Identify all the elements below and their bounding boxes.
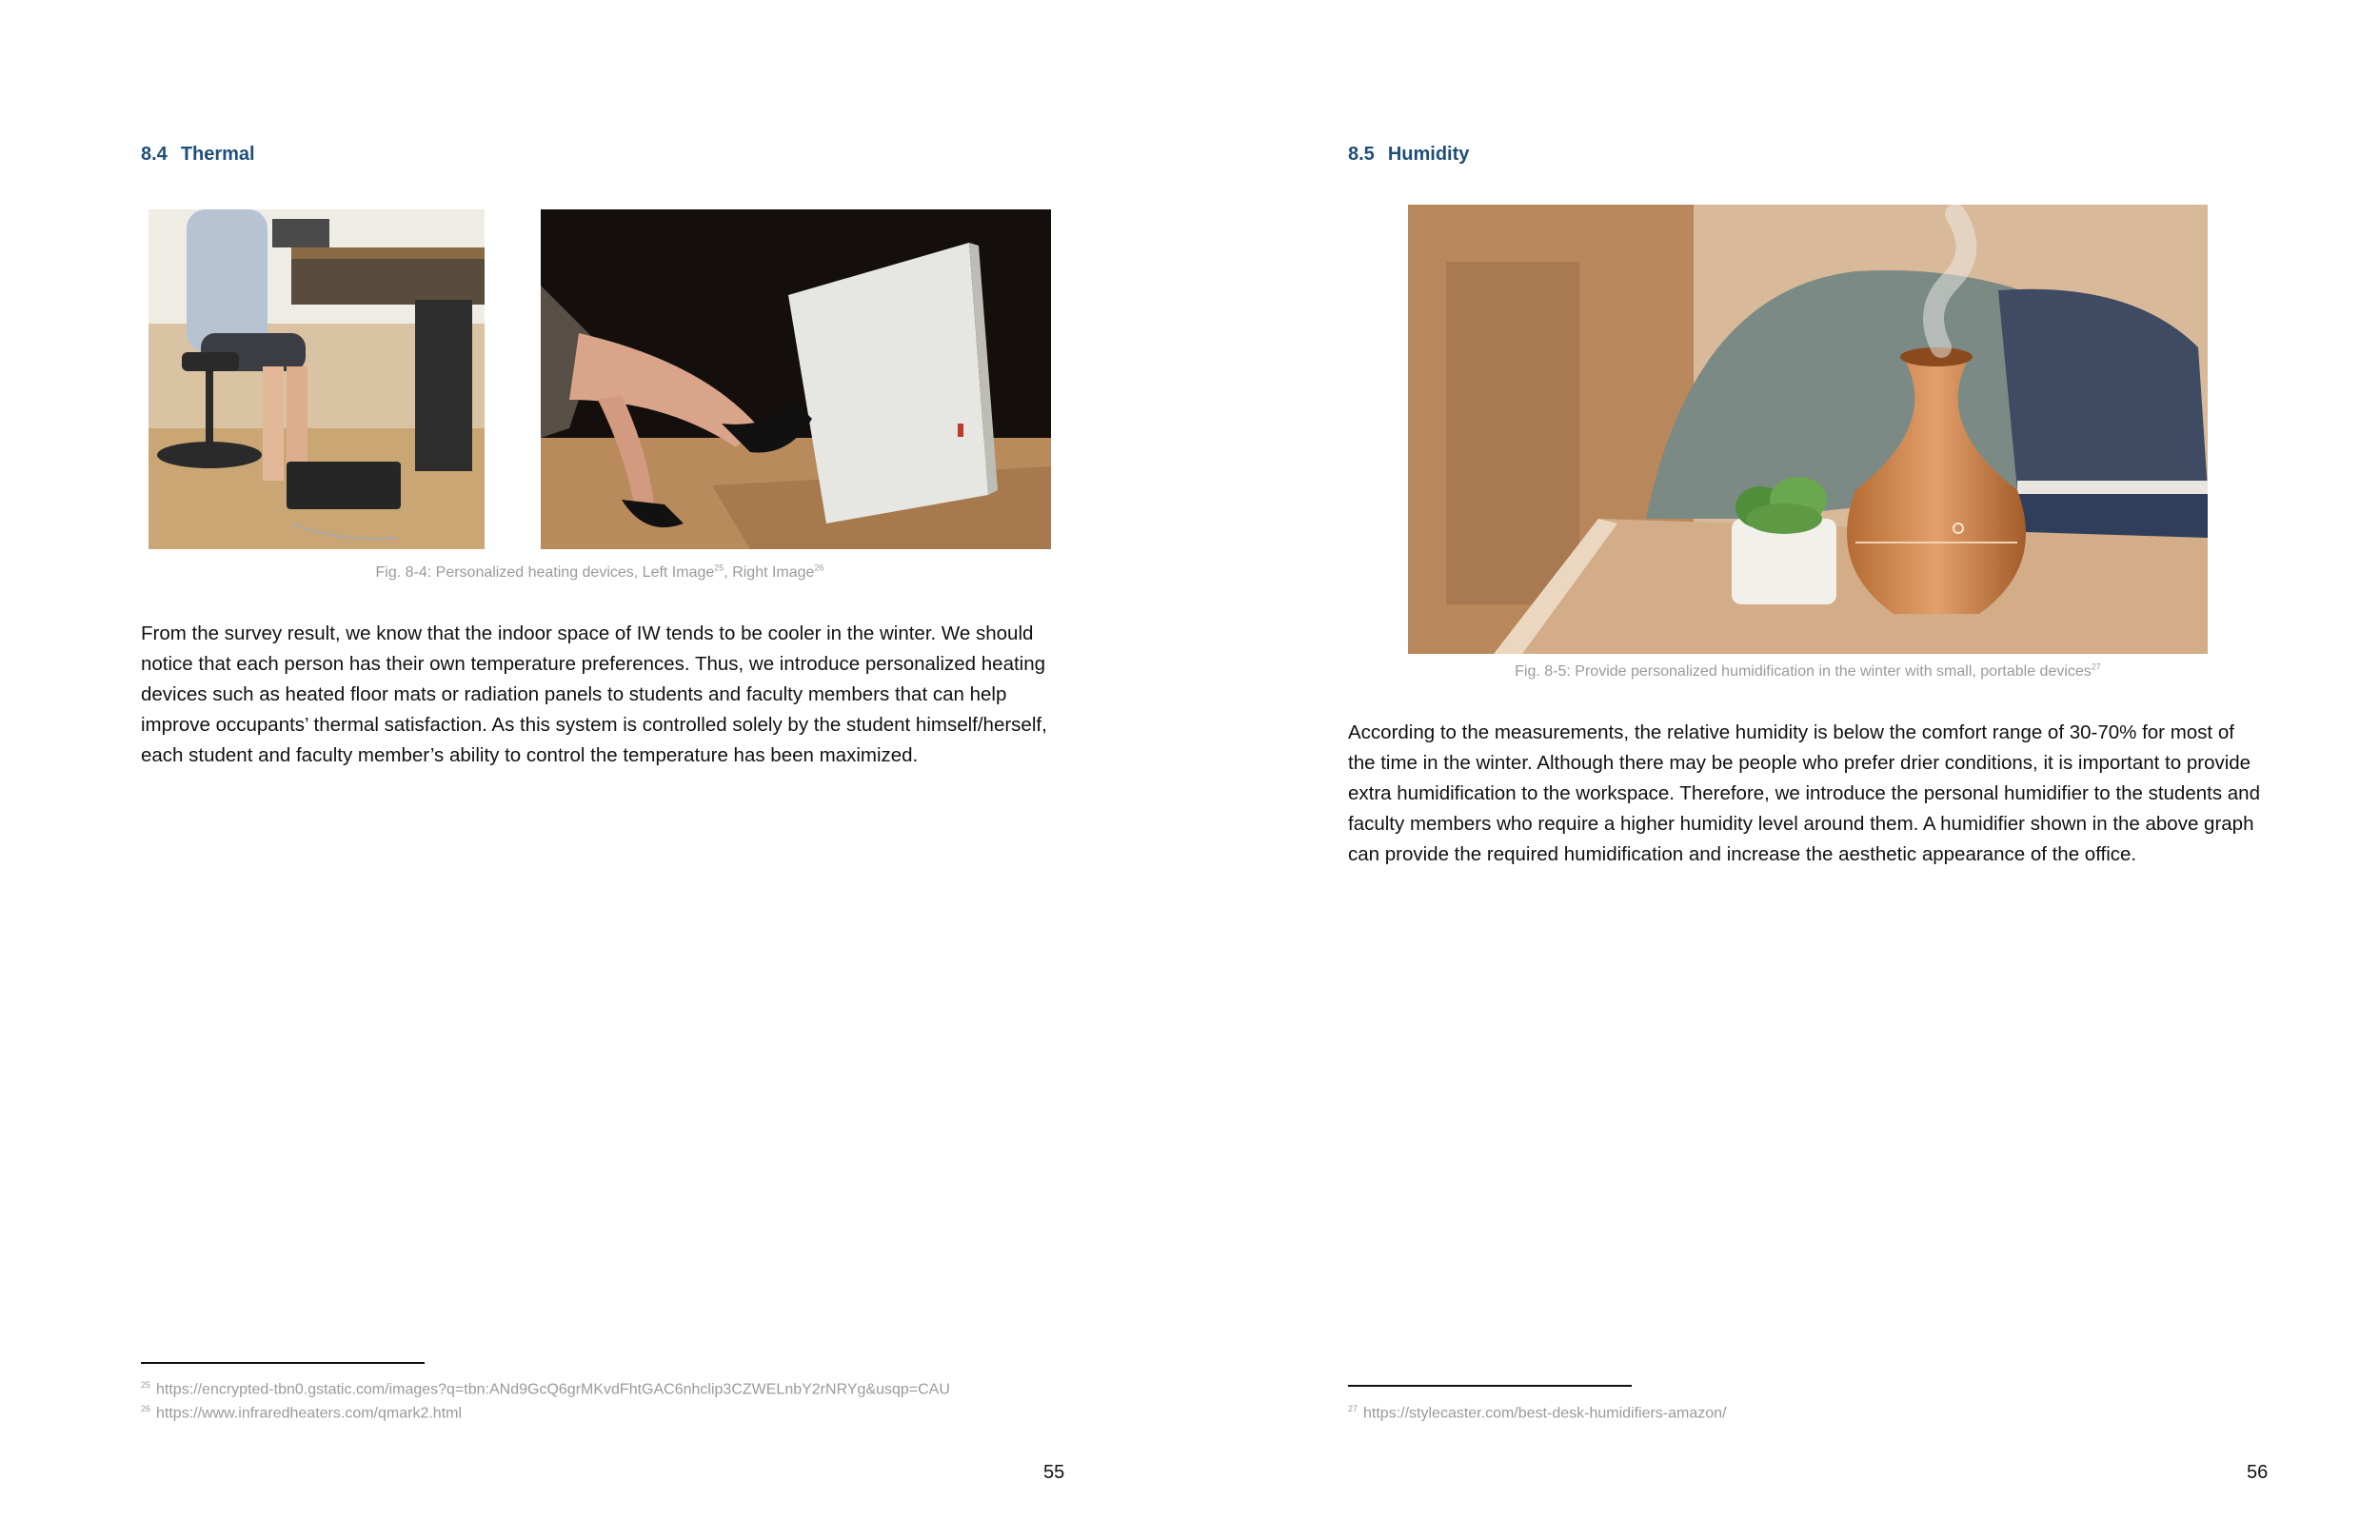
figure-caption	[141, 564, 1059, 582]
page-number: 56	[2247, 1462, 2269, 1483]
footnote-rule	[141, 1362, 425, 1364]
section-number: 8.4	[141, 144, 168, 165]
section-heading-thermal	[141, 144, 255, 166]
section-title: Humidity	[1387, 144, 1470, 165]
right-page	[1190, 0, 2380, 1540]
page-number: 55	[1043, 1462, 1065, 1483]
footnote-mark: 25	[141, 1380, 151, 1390]
footnote-link[interactable]: https://encrypted-tbn0.gstatic.com/images?q=tbn:ANd9GcQ6grMKvdFhtGAC6nhclip3CZWELnbY2rNRYg&usqp=CAU	[156, 1381, 950, 1398]
caption-ref: 26	[814, 563, 824, 573]
caption-text: , Right Image	[724, 564, 815, 581]
section-number: 8.5	[1348, 144, 1375, 165]
caption-text: Fig. 8-4: Personalized heating devices, Left Image	[375, 564, 715, 581]
section-heading-humidity	[1348, 144, 1469, 166]
caption-text: Fig. 8-5: Provide personalized humidification in the winter with small, portable devices	[1515, 663, 2092, 680]
footnote-link[interactable]: https://www.infraredheaters.com/qmark2.html	[156, 1405, 463, 1422]
footnote-27	[1348, 1398, 1727, 1424]
radiation-panel-image	[541, 209, 1051, 549]
footnote-link[interactable]: https://stylecaster.com/best-desk-humidifiers-amazon/	[1363, 1405, 1727, 1422]
footnote-26	[141, 1398, 462, 1424]
body-paragraph: According to the measurements, the relative humidity is below the comfort range of 30-70% for most of the time in the winter. Although there may be people who prefer drier conditions, it is important to provide extra humidification to the workspace. Therefore, we introduce the personal humidifier to the students and faculty members who require a higher humidity level around them. A humidifier shown in the above graph can provide the required humidification and increase the aesthetic appearance of the office.	[1348, 721, 2260, 865]
footnote-25	[141, 1374, 950, 1400]
footnote-mark: 26	[141, 1404, 151, 1413]
heated-floor-mat-image	[149, 209, 485, 549]
caption-ref: 25	[714, 563, 724, 573]
humidifier-image	[1408, 205, 2208, 654]
section-title: Thermal	[180, 144, 255, 165]
caption-ref: 27	[2091, 661, 2101, 672]
footnote-mark: 27	[1348, 1404, 1359, 1413]
footnote-rule	[1348, 1385, 1632, 1387]
body-paragraph: From the survey result, we know that the indoor space of IW tends to be cooler in the winter. We should notice that each person has their own temperature preferences. Thus, we introduce personalized heating devices such as heated floor mats or radiation panels to students and faculty members that can help improve occupants’ thermal satisfaction. As this system is controlled solely by the student himself/herself, each student and faculty member’s ability to control the temperature has been maximized.	[141, 622, 1047, 766]
figure-caption	[1408, 663, 2208, 681]
